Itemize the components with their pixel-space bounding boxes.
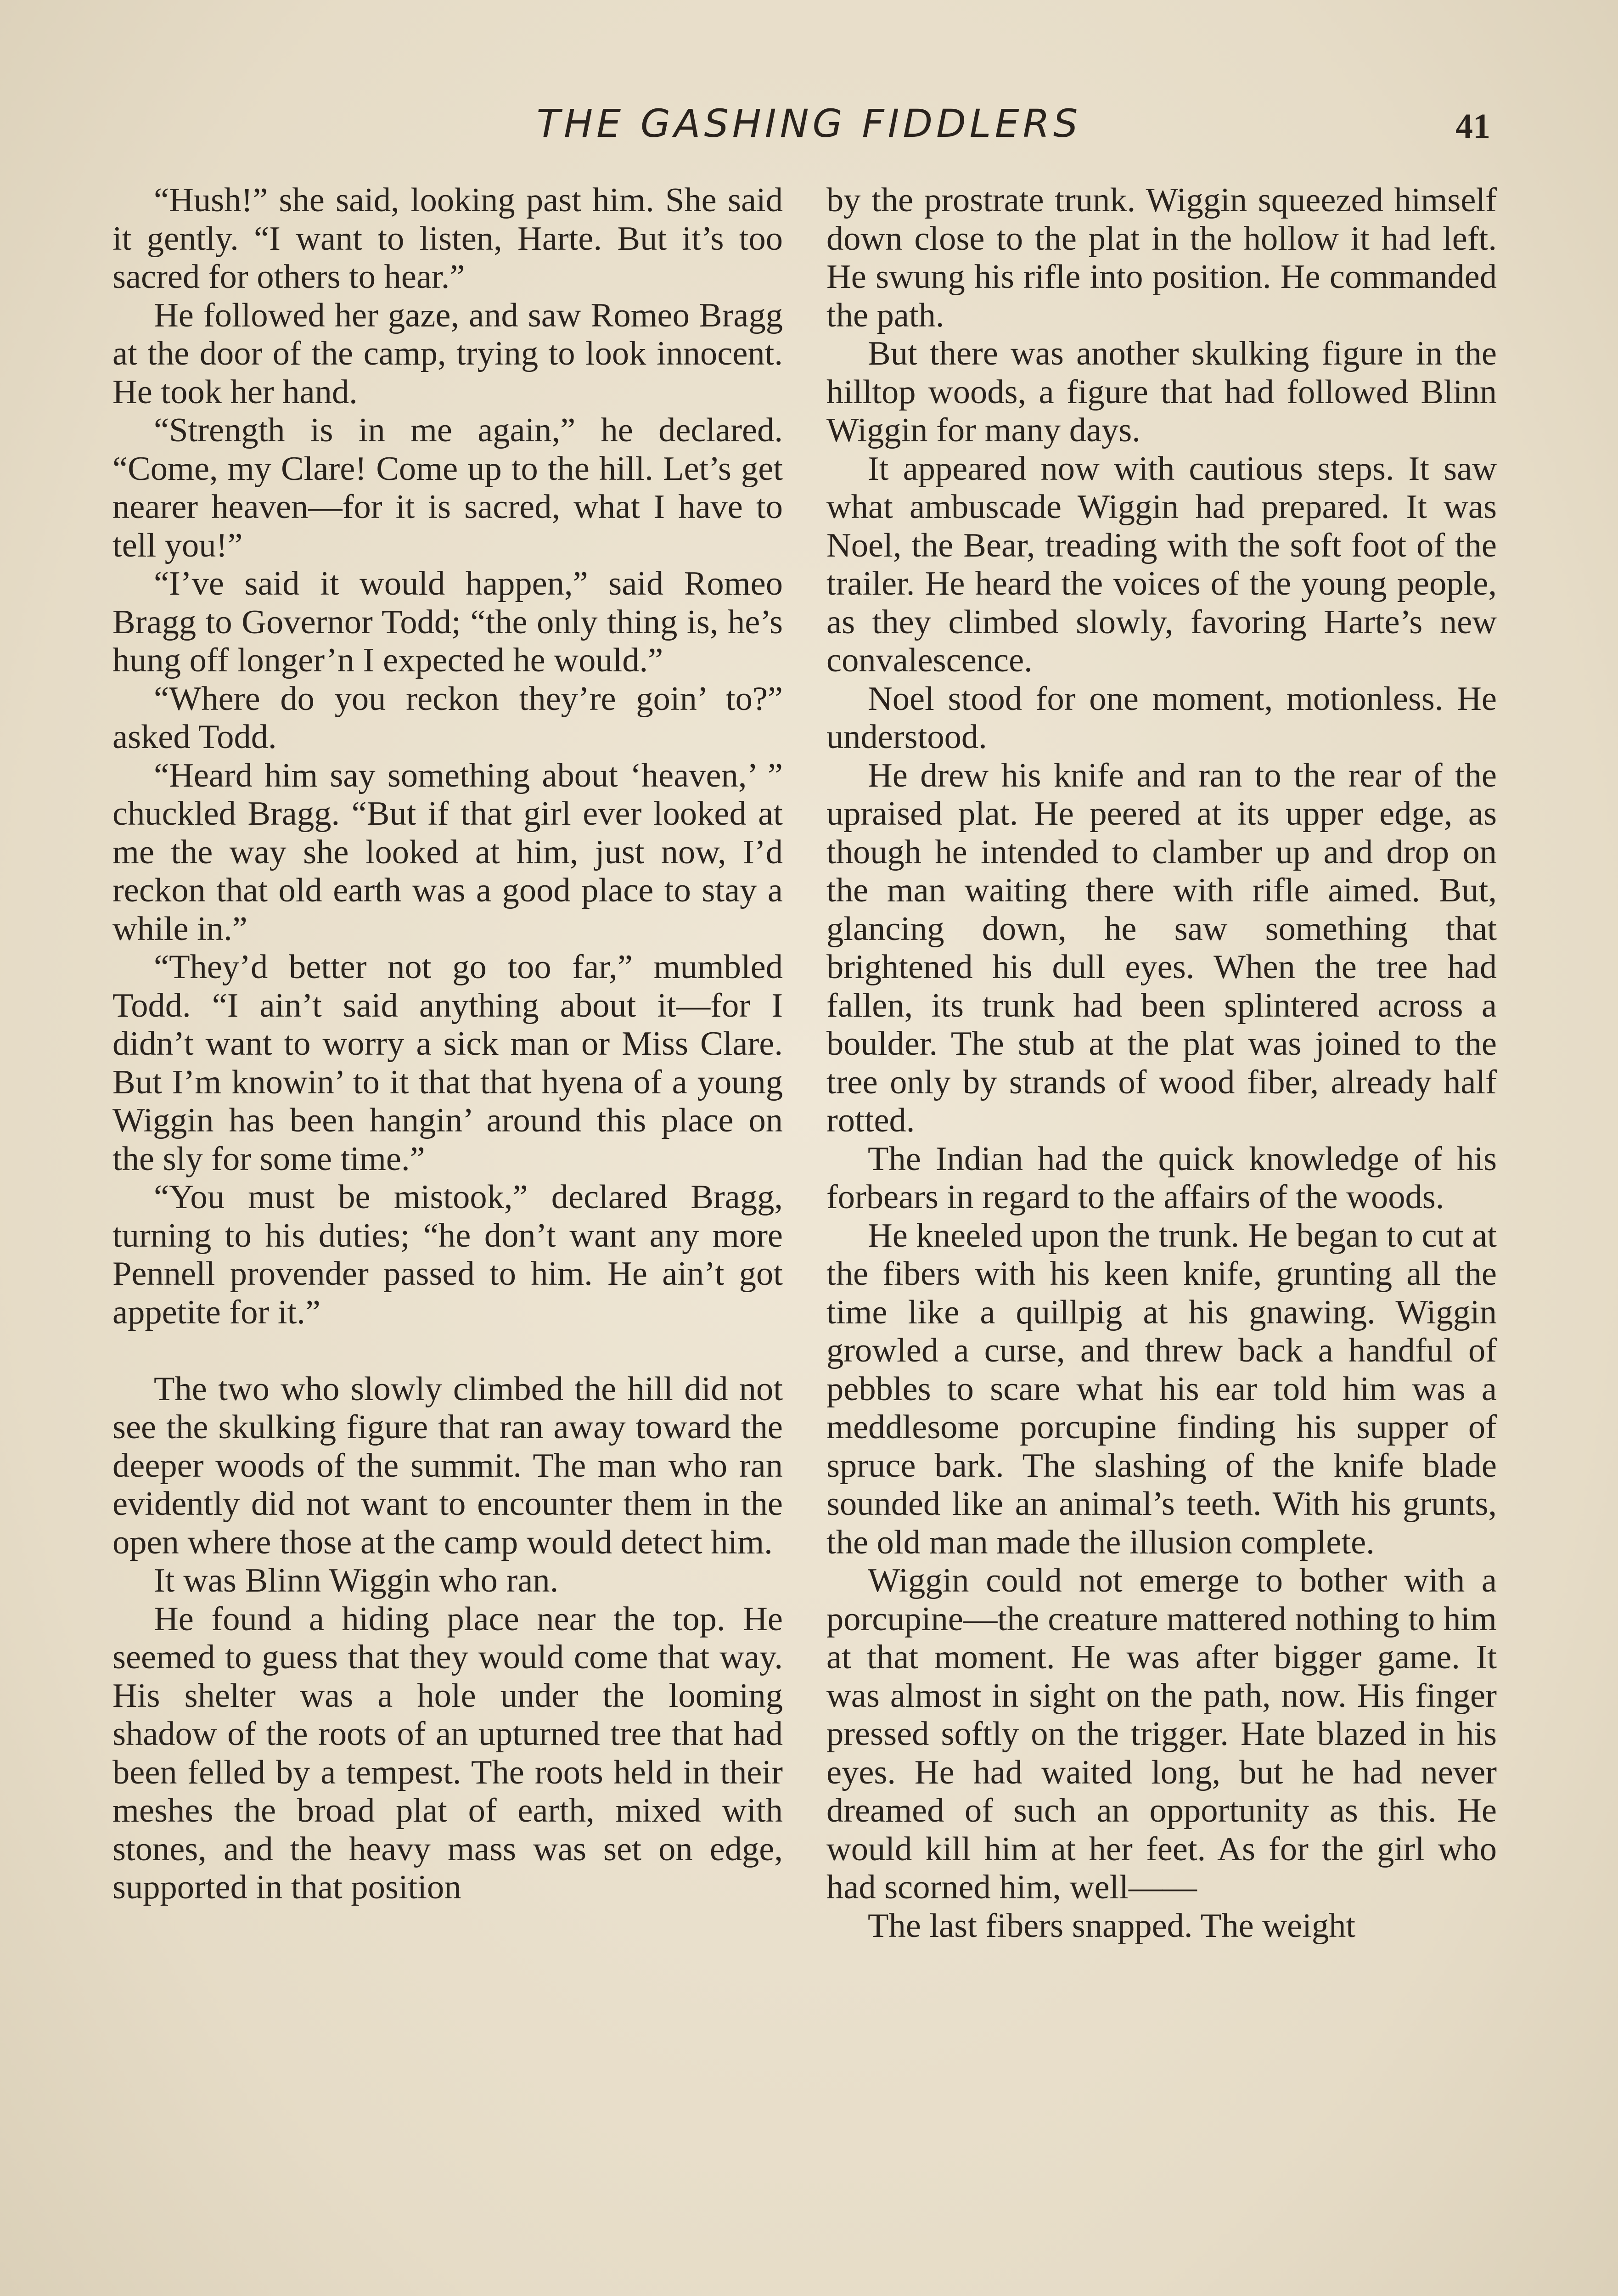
paragraph: It appeared now with cautious steps. It saw what ambuscade Wiggin had prepared. It was Noel, the Bear, treading with the soft foot of the trailer. He heard the voices of the young people, as they climbed slowly, favoring Harte’s new convalescence. <box>826 450 1497 679</box>
paragraph: “Where do you reckon they’re goin’ to?” asked Todd. <box>112 680 783 756</box>
paragraph: He followed her gaze, and saw Romeo Bragg at the door of the camp, trying to look innocent. He took her hand. <box>112 296 783 411</box>
paragraph: It was Blinn Wiggin who ran. <box>154 1562 559 1599</box>
paragraph: “I’ve said it would happen,” said Romeo Bragg to Governor Todd; “the only thing is, he’s hung off longer’n I expected he would.” <box>112 565 783 679</box>
paragraph: He kneeled upon the trunk. He began to cut at the fibers with his keen knife, grunting all the time like a quillpig at his gnawing. Wiggin growled a curse, and threw back a handful of pebbles to scare what his ear told him was a meddlesome porcupine finding his supper of spruce bark. The slashing of the knife blade sounded like an animal’s teeth. With his grunts, the old man made the illusion complete. <box>826 1216 1497 1561</box>
paragraph: Noel stood for one moment, motionless. He understood. <box>826 680 1497 756</box>
paragraph: “Heard him say something about ‘heaven,’ ” chuckled Bragg. “But if that girl ever looked at me the way she looked at him, just now, I’d reckon that old earth was a good place to stay a while in.” <box>112 756 783 948</box>
paragraph: “You must be mistook,” declared Bragg, turning to his duties; “he don’t want any more Pennell provender passed to him. He ain’t got appetite for it.” <box>112 1178 783 1331</box>
running-title: THE GASHING FIDDLERS <box>536 101 1082 146</box>
right-column <box>826 181 1497 1945</box>
paragraph: The two who slowly climbed the hill did not see the skulking figure that ran away toward the deeper woods of the summit. The man who ran evidently did not want to encounter them in the open where those at the camp would detect him. <box>112 1370 783 1561</box>
paragraph: But there was another skulking figure in the hilltop woods, a figure that had followed Blinn Wiggin for many days. <box>826 335 1497 449</box>
paragraph: Wiggin could not emerge to bother with a porcupine—the creature mattered nothing to him at that moment. He was after bigger game. It was almost in sight on the path, now. His finger pressed softly on the trigger. Hate blazed in his eyes. He had waited long, but he had never dreamed of such an opportunity as this. He would kill him at her feet. As for the girl who had scorned him, well—— <box>826 1562 1497 1906</box>
page-number: 41 <box>1455 107 1490 146</box>
paragraph: by the prostrate trunk. Wiggin squeezed himself down close to the plat in the hollow it had left. He swung his rifle into position. He commanded the path. <box>826 181 1497 334</box>
paragraph: “Hush!” she said, looking past him. She said it gently. “I want to listen, Harte. But it’s too sacred for others to hear.” <box>112 181 783 296</box>
paragraph: The last fibers snapped. The weight <box>868 1907 1356 1945</box>
paragraph: The Indian had the quick knowledge of his forbears in regard to the affairs of the woods. <box>826 1140 1497 1216</box>
left-column <box>112 181 783 1907</box>
paragraph: “Strength is in me again,” he declared. “Come, my Clare! Come up to the hill. Let’s get nearer heaven—for it is sacred, what I have to tell you!” <box>112 411 783 564</box>
paragraph: He drew his knife and ran to the rear of the upraised plat. He peered at its upper edge, as though he intended to clamber up and drop on the man waiting there with rifle aimed. But, glancing down, he saw something that brightened his dull eyes. When the tree had fallen, its trunk had been splintered across a boulder. The stub at the plat was joined to the tree only by strands of wood fiber, already half rotted. <box>826 756 1497 1139</box>
paragraph: He found a hiding place near the top. He seemed to guess that they would come that way. His shelter was a hole under the looming shadow of the roots of an upturned tree that had been felled by a tempest. The roots held in their meshes the broad plat of earth, mixed with stones, and the heavy mass was set on edge, supported in that position <box>112 1600 783 1906</box>
paragraph: “They’d better not go too far,” mumbled Todd. “I ain’t said anything about it—for I didn’t want to worry a sick man or Miss Clare. But I’m knowin’ to it that that hyena of a young Wiggin has been hangin’ around this place on the sly for some time.” <box>112 948 783 1178</box>
